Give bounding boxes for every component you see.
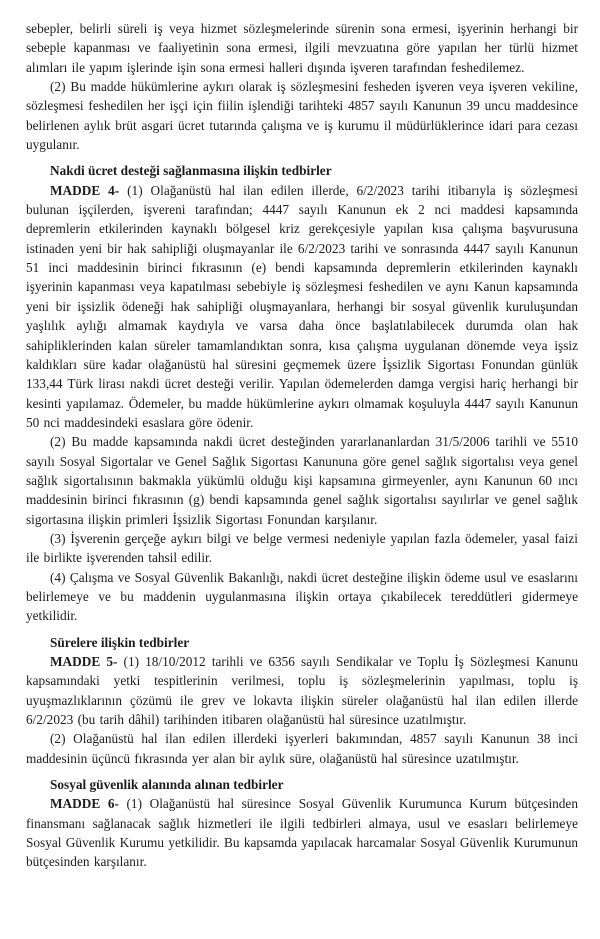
paragraph	[26, 729, 578, 768]
paragraph	[26, 652, 578, 729]
article-number: MADDE 4-	[50, 182, 120, 198]
paragraph-text: (1) Olağanüstü hal ilan edilen illerde, 6/2/2023 tarihi itibarıyla iş sözleşmesi bulunan işçilerden, işvereni tarafından; 4447 sayılı Kanunun ek 2 nci maddesi kapsamında depremlerin etkilerinden kaynaklı bölgesel kriz gerekçesiyle yapılan kısa çalışma başvurusuna istinaden yeni bir hak sahipliği oluşmayanlar ile 6/2/2023 tarihi ve sonrasında 4447 sayılı Kanunun 51 inci maddesinin birinci fıkrasının (e) bendi kapsamında depremlerin etkilerinden kaynaklı işyerinin kapanması veya kapatılması sebebiyle iş sözleşmesi feshedilen ve aynı Kanun kapsamında yeni bir işsizlik ödeneği hak sahipliği oluşmayanlara, herhangi bir sosyal güvenlik kuruluşundan yaşlılık aylığı almamak kaydıyla ve varsa daha önce başlatılabilecek durumda olan hak sahipliklerinden kalan süreler tamamlandıktan sonra, kısa çalışma uygulanan dönemde veya işsiz kaldıkları süre kadar olağanüstü hal süresini geçmemek üzere İşsizlik Sigortası Fonundan günlük 133,44 Türk lirası nakdi ücret desteği verilir. Yapılan ödemelerden damga vergisi hariç herhangi bir kesinti yapılamaz. Ödemeler, bu madde hükümlerine aykırı olmamak koşuluyla 4447 sayılı Kanunun 50 nci maddesindeki esaslara göre ödenir.	[26, 182, 578, 430]
paragraph-text: (1) 18/10/2012 tarihli ve 6356 sayılı Sendikalar ve Toplu İş Sözleşmesi Kanunu kapsamındaki yetki tespitlerinin verilmesi, toplu iş sözleşmelerinin yapılması, toplu iş uyuşmazlıklarının çözümü ile grev ve lokavta ilişkin süreler olağanüstü hal ilan edilen illerde 6/2/2023 (bu tarih dâhil) tarihinden itibaren olağanüstü hal süresince uzatılmıştır.	[26, 654, 578, 728]
paragraph	[26, 181, 578, 432]
paragraph	[26, 19, 578, 77]
paragraph-text: sebepler, belirli süreli iş veya hizmet sözleşmelerinde sürenin sona ermesi, işyerinin herhangi bir sebeple kapanması ve faaliyetinin sona ermesi, ilgili mevzuatına göre yapılan her türlü hizmet alımları ile yapım işlerinde işin sona ermesi halleri dışında işveren tarafından feshedilemez.	[26, 21, 578, 75]
section-heading	[26, 161, 578, 180]
paragraph-text: (1) Olağanüstü hal süresince Sosyal Güvenlik Kurumunca Kurum bütçesinden finansmanı sağlanacak sağlık hizmetleri ile ilgili tedbirleri almaya, usul ve esasları belirlemeye Sosyal Güvenlik Kurumu yetkilidir. Bu kapsamda yapılacak harcamalar Sosyal Güvenlik Kurumunun bütçesinden karşılanır.	[26, 796, 578, 870]
article-number: MADDE 5-	[50, 654, 118, 669]
paragraph-text: (2) Olağanüstü hal ilan edilen illerdeki işyerleri bakımından, 4857 sayılı Kanunun 38 inci maddesinin üçüncü fıkrasında yer alan bir aylık süre, olağanüstü hal süresince uzatılmıştır.	[26, 731, 578, 766]
section-heading-label: Sürelere ilişkin tedbirler	[50, 634, 190, 650]
paragraph	[26, 568, 578, 626]
paragraph	[26, 794, 578, 871]
section-heading-label: Sosyal güvenlik alanında alınan tedbirler	[50, 777, 284, 793]
paragraph	[26, 529, 578, 568]
section-heading	[26, 633, 578, 652]
document-body	[26, 19, 578, 872]
section-heading	[26, 775, 578, 794]
section-heading-label: Nakdi ücret desteği sağlanmasına ilişkin tedbirler	[50, 163, 332, 179]
paragraph-text: (3) İşverenin gerçeğe aykırı bilgi ve belge vermesi nedeniyle yapılan fazla ödemeler, yasal faizi ile birlikte işverenden tahsil edilir.	[26, 530, 578, 566]
paragraph-text: (2) Bu madde kapsamında nakdi ücret desteğinden yararlananlardan 31/5/2006 tarihli ve 5510 sayılı Sosyal Sigortalar ve Genel Sağlık Sigortası Kanununa göre genel sağlık sigortalısı veya genel sağlık sigortalısının bakmakla yükümlü olduğu kişi kapsamına girmeyenler, aynı Kanunun 60 ıncı maddesinin birinci fıkrasının (g) bendi kapsamında genel sağlık sigortalısı sayılırlar ve genel sağlık sigortasına ilişkin primleri İşsizlik Sigortası Fonundan karşılanır.	[26, 434, 578, 527]
paragraph	[26, 77, 578, 154]
paragraph-text: (4) Çalışma ve Sosyal Güvenlik Bakanlığı, nakdi ücret desteğine ilişkin ödeme usul ve esaslarını belirlemeye ve bu maddenin uygulanmasına ilişkin ortaya çıkabilecek tereddütleri gidermeye yetkilidir.	[26, 569, 578, 624]
article-number: MADDE 6-	[50, 796, 119, 812]
paragraph	[26, 432, 578, 529]
paragraph-text: (2) Bu madde hükümlerine aykırı olarak iş sözleşmesini fesheden işveren veya işveren vekiline, sözleşmesi feshedilen her işçi için fiilin işlendiği tarihteki 4857 sayılı Kanunun 39 uncu maddesince belirlenen aylık brüt asgari ücret tutarında çalışma ve iş kurumu il müdürlüklerince idari para cezası uygulanır.	[26, 79, 578, 153]
